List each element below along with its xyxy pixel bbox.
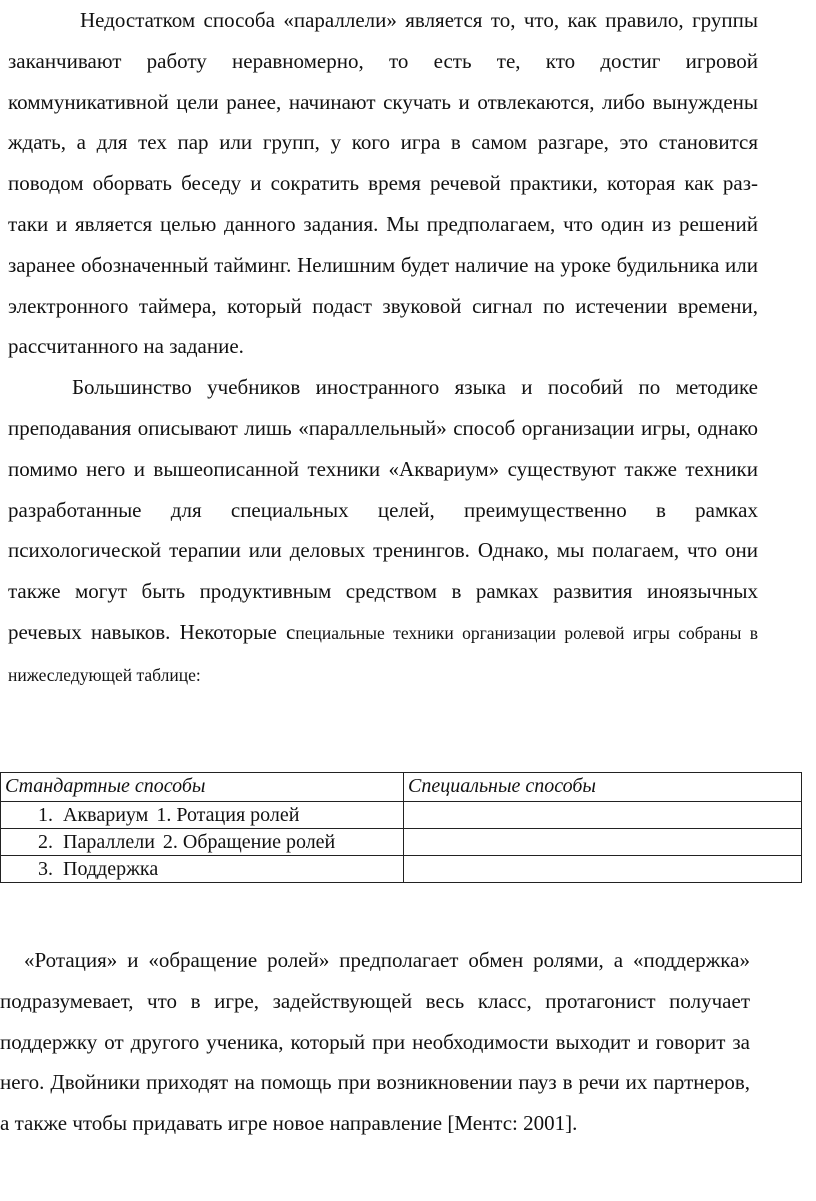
document-page bbox=[8, 0, 758, 696]
standard-method: Поддержка bbox=[63, 858, 159, 880]
standard-cell bbox=[1, 829, 404, 856]
row-number: 3. bbox=[38, 858, 53, 880]
special-method-inline: 1. Ротация ролей bbox=[156, 804, 300, 826]
paragraph-2 bbox=[8, 367, 758, 695]
standard-cell bbox=[1, 802, 404, 829]
paragraph-3: «Ротация» и «обращение ролей» предполагает обмен ролями, а «поддержка» подразумевает, что в игре, задействующей весь класс, протагонист получает поддержку от другого ученика, который при необходимости выходит и говорит за него. Двойники приходят на помощь при возникновении пауз в речи их партнеров, а также чтобы придавать игре новое направление [Ментс: 2001]. bbox=[0, 948, 750, 1136]
paragraph-1: Недостатком способа «параллели» является то, что, как правило, группы заканчивают работу неравномерно, то есть те, кто достиг игровой коммуникативной цели ранее, начинают скучать и отвлекаются, либо вынуждены ждать, а для тех пар или групп, у кого игра в самом разгаре, это становится поводом оборвать беседу и сократить время речевой практики, которая как раз-таки и является целью данного задания. Мы предполагаем, что один из решений заранее обозначенный тайминг. Нелишним будет наличие на уроке будильника или электронного таймера, который подаст звуковой сигнал по истечении времени, рассчитанного на задание. bbox=[8, 8, 758, 359]
table-header-row bbox=[1, 773, 802, 802]
special-method-inline: 2. Обращение ролей bbox=[162, 831, 336, 853]
standard-method: Аквариум bbox=[63, 804, 149, 826]
special-cell bbox=[404, 829, 802, 856]
paragraph-2-small: пециальные техники организации ролевой игры собраны в нижеследующей таблице: bbox=[8, 622, 758, 685]
special-cell bbox=[404, 802, 802, 829]
special-cell bbox=[404, 856, 802, 883]
row-number: 2. bbox=[38, 831, 53, 853]
table-row bbox=[1, 856, 802, 883]
techniques-table bbox=[0, 772, 802, 883]
standard-cell bbox=[1, 856, 404, 883]
table-row bbox=[1, 802, 802, 829]
header-special: Специальные способы bbox=[404, 773, 802, 802]
header-standard: Стандартные способы bbox=[1, 773, 404, 802]
table-row bbox=[1, 829, 802, 856]
paragraph-2-main: Большинство учебников иностранного языка и пособий по методике преподавания описывают лишь «параллельный» способ организации игры, однако помимо него и вышеописанной техники «Аквариум» существуют также техники разработанные для специальных целей, преимущественно в рамках психологической терапии или деловых тренингов. Однако, мы полагаем, что они также могут быть продуктивным средством в рамках развития иноязычных речевых навыков. Некоторые с bbox=[8, 375, 758, 644]
standard-method: Параллели bbox=[63, 831, 155, 853]
row-number: 1. bbox=[38, 804, 53, 826]
